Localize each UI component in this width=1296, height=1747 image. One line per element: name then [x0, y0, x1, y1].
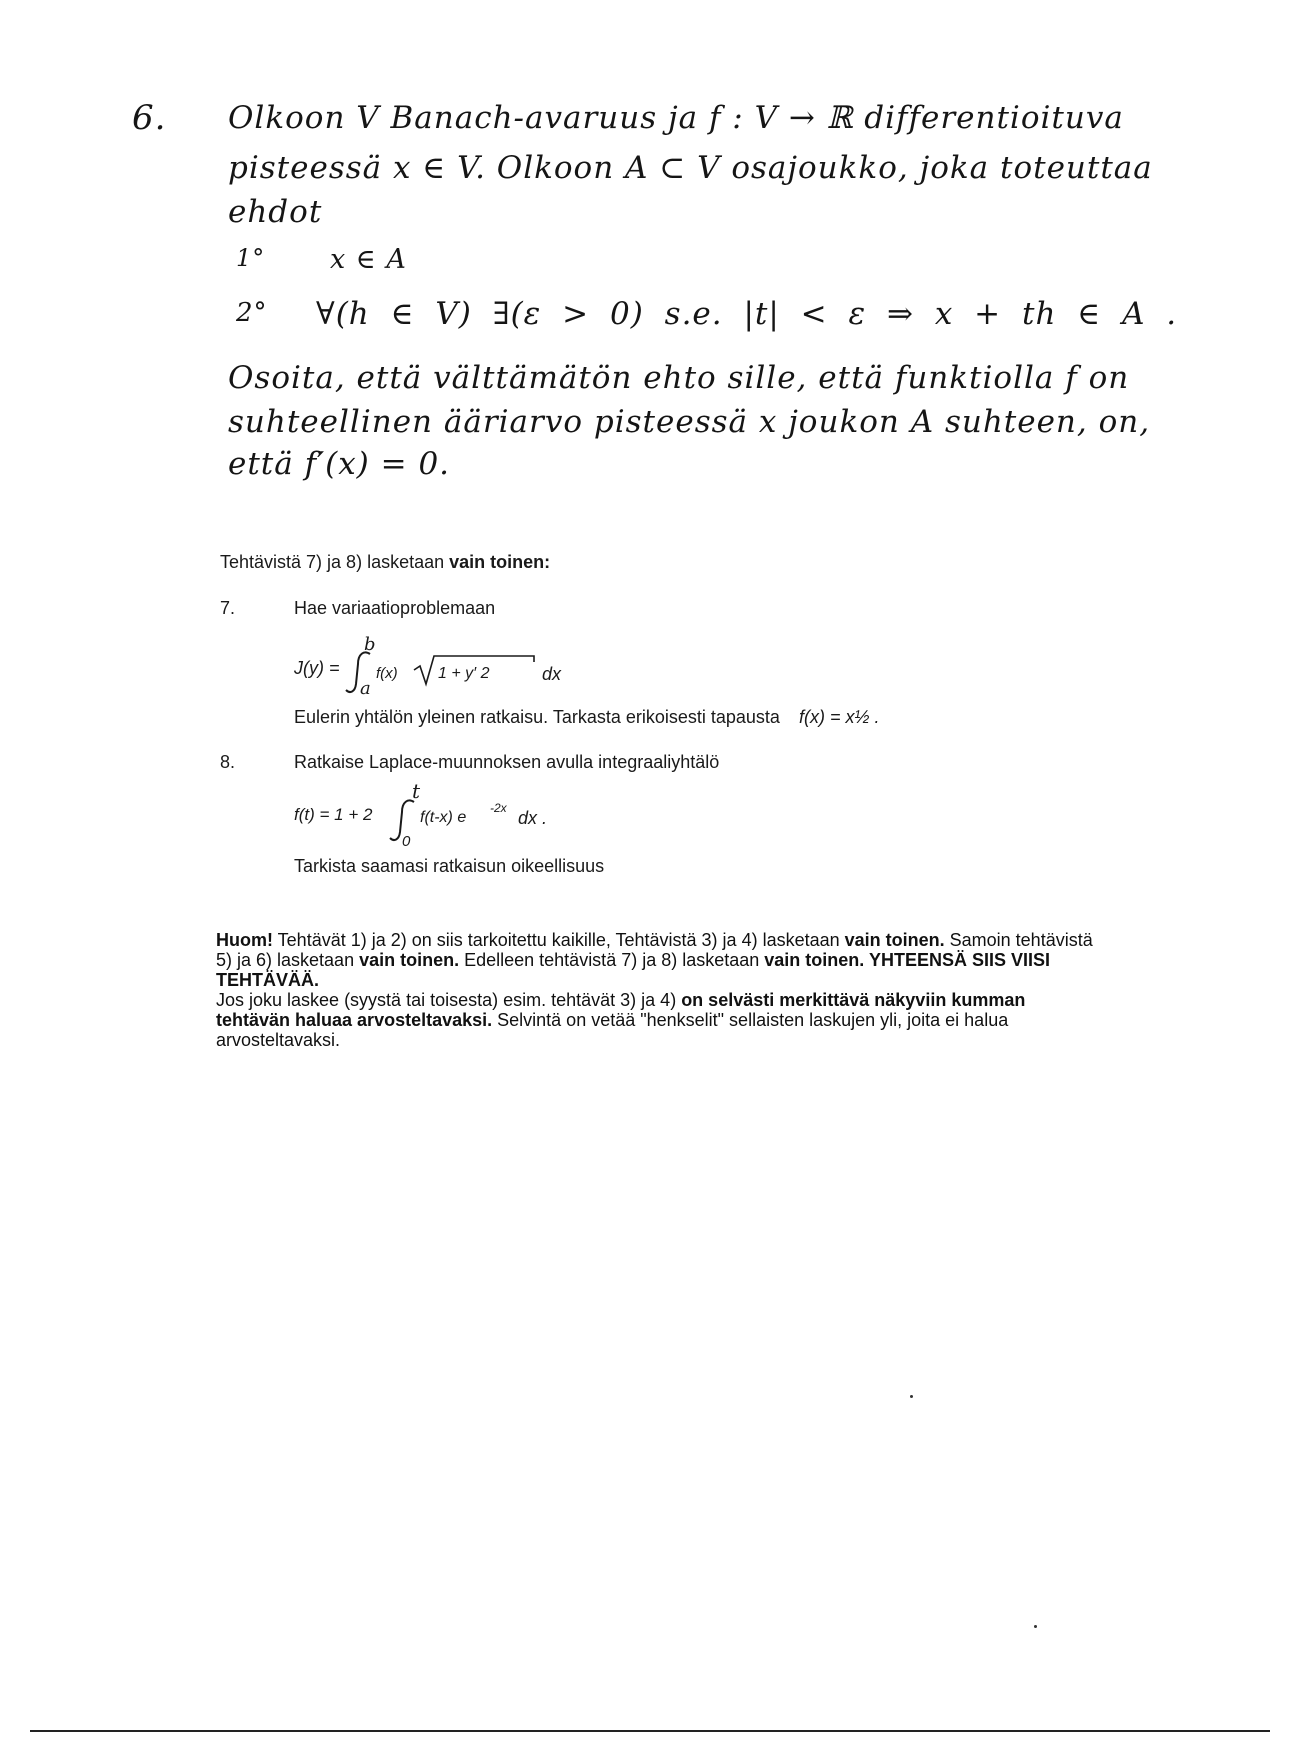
integral-lower-limit: 0	[402, 833, 411, 848]
problem-8-description: Tarkista saamasi ratkaisun oikeellisuus	[294, 856, 605, 876]
condition-1-label: 1°	[236, 244, 266, 272]
scan-speck	[1034, 1625, 1037, 1628]
note-s9: on selvästi merkittävä näkyviin kumman tehtävän haluaa arvosteltavaksi.	[216, 990, 1026, 1030]
problem-7-formula	[292, 636, 612, 696]
problem-7-description	[294, 707, 879, 728]
note-s8: Jos joku laskee (syystä tai toisesta) esim. tehtävät 3) ja 4)	[216, 990, 682, 1010]
problem-6-line-1: Olkoon V Banach-avaruus ja f : V → ℝ differentioituva	[228, 100, 1124, 136]
integrand: f(t-x) e	[420, 809, 467, 826]
note-s4: Samoin tehtävistä 5) ja 6) lasketaan	[216, 930, 1093, 970]
differential-dx: dx	[542, 664, 562, 684]
exponent: -2x	[490, 801, 507, 815]
scan-speck	[910, 1395, 913, 1398]
note-s10: Selvintä on vetää "henkselit" sellaisten laskujen yli, joita ei halua arvosteltavaksi.	[216, 1010, 1009, 1050]
problem-6-line-3: ehdot	[228, 194, 323, 230]
differential-dx: dx .	[518, 808, 548, 828]
problem-7-formula-graphic	[292, 636, 612, 698]
condition-2-expression: ∀(h ∈ V) ∃(ε > 0) s.e. |t| < ε ⇒ x + th ∈ A .	[316, 296, 1178, 332]
note-s6: Edelleen tehtävistä 7) ja 8) lasketaan	[459, 950, 765, 970]
choice-instruction-bold: vain toinen:	[449, 552, 551, 572]
problem-6-line-4: Osoita, että välttämätön ehto sille, että funktiolla f on	[228, 360, 1130, 396]
problem-7-desc-text: Eulerin yhtälön yleinen ratkaisu. Tarkasta erikoisesti tapausta	[294, 707, 780, 727]
exam-instructions-note	[216, 930, 1096, 1050]
problem-6-line-6: että f′(x) = 0.	[228, 446, 451, 482]
note-s2: Tehtävät 1) ja 2) on siis tarkoitettu kaikille, Tehtävistä 3) ja 4) lasketaan	[273, 930, 845, 950]
note-s7: vain toinen. YHTEENSÄ SIIS VIISI TEHTÄVÄÄ.	[216, 950, 1051, 990]
problem-8-formula-graphic	[292, 782, 612, 848]
radicand: 1 + y′ 2	[438, 665, 490, 682]
choice-instruction	[220, 552, 550, 573]
problem-8-formula	[292, 782, 612, 848]
choice-instruction-text: Tehtävistä 7) ja 8) lasketaan	[220, 552, 450, 572]
note-s5: vain toinen.	[359, 950, 460, 970]
note-s1: Huom!	[216, 930, 273, 950]
problem-7-text: Hae variaatioproblemaan	[294, 598, 496, 618]
problem-6-number: 6.	[132, 98, 167, 138]
problem-8-number: 8.	[220, 752, 236, 772]
equation-lhs: f(t) = 1 + 2	[294, 805, 373, 824]
integral-upper-limit: t	[412, 782, 421, 803]
page-bottom-rule	[30, 1730, 1270, 1732]
problem-6-line-5: suhteellinen ääriarvo pisteessä x joukon A suhteen, on,	[228, 404, 1151, 440]
integrand-f: f(x)	[376, 665, 398, 682]
integral-upper-limit: b	[364, 636, 376, 655]
condition-2-label: 2°	[236, 298, 268, 328]
problem-6-line-2: pisteessä x ∈ V. Olkoon A ⊂ V osajoukko, joka toteuttaa	[228, 150, 1153, 186]
problem-7-number: 7.	[220, 598, 236, 618]
functional-lhs: J(y) =	[294, 658, 340, 678]
integral-lower-limit: a	[360, 678, 371, 698]
note-s3: vain toinen.	[844, 930, 945, 950]
condition-1-expression: x ∈ A	[330, 244, 407, 275]
problem-8-text: Ratkaise Laplace-muunnoksen avulla integraaliyhtälö	[294, 752, 720, 772]
problem-7-special-case: f(x) = x½ .	[798, 707, 880, 727]
